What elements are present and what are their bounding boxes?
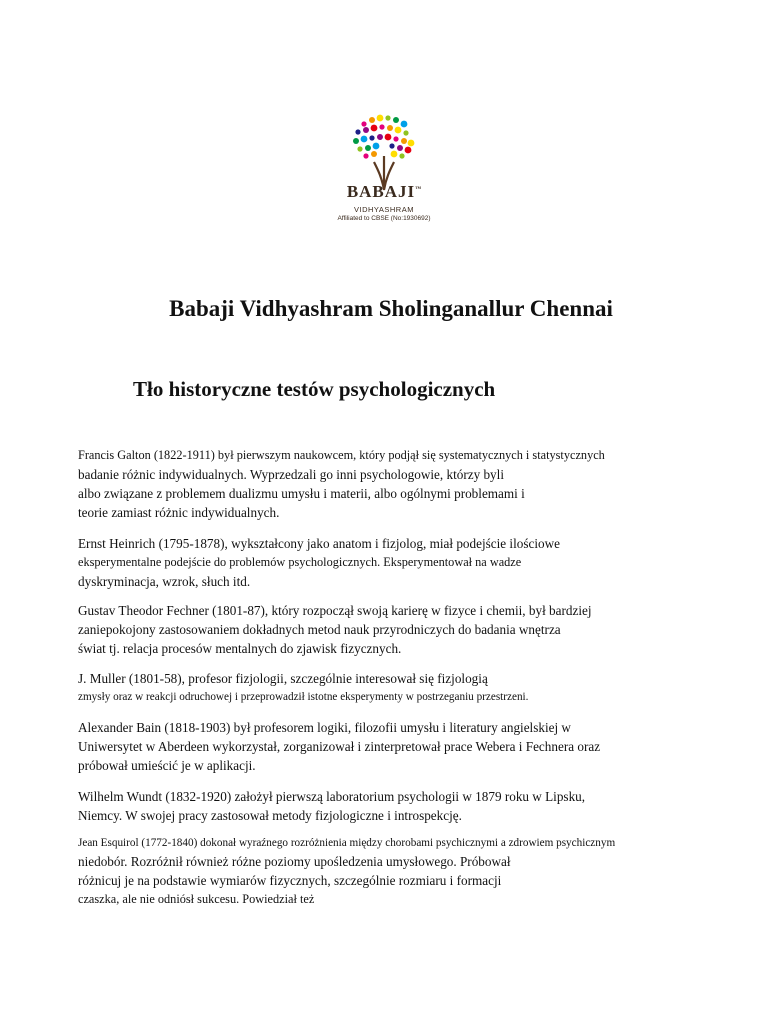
text-line: badanie różnic indywidualnych. Wyprzedzali go inni psychologowie, którzy byli [78, 467, 504, 482]
text-line: zmysły oraz w reakcji odruchowej i przeprowadził istotne eksperymenty w postrzeganiu przestrzeni. [78, 691, 529, 703]
logo-dot [391, 151, 398, 158]
logo-dot [361, 121, 366, 126]
logo-dot [379, 124, 384, 129]
logo-dot [365, 145, 371, 151]
school-title: Babaji Vidhyashram Sholinganallur Chennai [169, 296, 613, 321]
text-line: dyskryminacja, wzrok, słuch itd. [78, 574, 251, 589]
logo-dot [369, 117, 375, 123]
paragraph-heinrich [78, 534, 718, 591]
paragraph-galton [78, 446, 718, 522]
text-line: J. Muller (1801-58), profesor fizjologii, szczególnie interesował się fizjologią [78, 671, 488, 686]
paragraph-bain [78, 718, 718, 775]
logo-dot [395, 127, 402, 134]
text-line: niedobór. Rozróżnił również różne poziomy upośledzenia umysłowego. Próbował [78, 854, 511, 869]
logo-dot [389, 143, 394, 148]
logo-dot [385, 115, 390, 120]
text-line: Ernst Heinrich (1795-1878), wykształcony jako anatom i fizjolog, miał podejście ilościowe [78, 536, 560, 551]
logo-dot [397, 145, 403, 151]
paragraph-esquirol [78, 834, 718, 909]
logo-dot [387, 125, 393, 131]
logo-dot [399, 153, 404, 158]
logo-dot [377, 134, 383, 140]
text-line: Niemcy. W swojej pracy zastosował metody fizjologiczne i introspekcję. [78, 808, 462, 823]
text-line: Uniwersytet w Aberdeen wykorzystał, zorganizował i zinterpretował prace Webera i Fechnera oraz [78, 739, 601, 754]
text-line: Wilhelm Wundt (1832-1920) założył pierwszą laboratorium psychologii w 1879 roku w Lipsku, [78, 789, 586, 804]
text-line: eksperymentalne podejście do problemów psychologicznych. Eksperymentował na wadze [78, 555, 522, 569]
text-line: zaniepokojony zastosowaniem dokładnych metod nauk przyrodniczych do badania wnętrza [78, 622, 561, 637]
logo-dot [355, 129, 360, 134]
school-logo [318, 112, 450, 232]
logo-dot [363, 153, 368, 158]
brand-subtitle: VIDHYASHRAM [354, 205, 414, 214]
text-line: czaszka, ale nie odniósł sukcesu. Powiedział też [78, 892, 315, 906]
brand-name: BABAJI™ [346, 182, 422, 201]
logo-dot [369, 135, 374, 140]
logo-dot [408, 140, 415, 147]
text-line: świat tj. relacja procesów mentalnych do zjawisk fizycznych. [78, 641, 402, 656]
text-line: różnicuj je na podstawie wymiarów fizycznych, szczególnie rozmiaru i formacji [78, 873, 502, 888]
logo-dot [401, 121, 408, 128]
tree-logo-icon [318, 112, 450, 192]
brand-affiliation: Affiliated to CBSE (No:1930692) [337, 215, 431, 222]
paragraph-fechner [78, 601, 718, 658]
text-line: próbował umieścić je w aplikacji. [78, 758, 256, 773]
logo-dot [371, 151, 377, 157]
logo-dot [385, 134, 392, 141]
text-line: Alexander Bain (1818-1903) był profesorem logiki, filozofii umysłu i literatury angielskiej w [78, 720, 571, 735]
logo-dot [353, 138, 359, 144]
text-line: teorie zamiast różnic indywidualnych. [78, 505, 280, 520]
logo-dot [393, 117, 399, 123]
paragraph-muller [78, 669, 718, 706]
logo-dot [371, 125, 378, 132]
logo-dot [405, 147, 412, 154]
logo-dot [377, 115, 384, 122]
logo-dot [363, 127, 369, 133]
text-line: Francis Galton (1822-1911) był pierwszym naukowcem, który podjął się systematycznych i statystycznych [78, 448, 605, 462]
text-line: albo związane z problemem dualizmu umysłu i materii, albo ogólnymi problemami i [78, 486, 525, 501]
logo-dot [403, 130, 408, 135]
logo-dot [393, 136, 398, 141]
paragraph-wundt [78, 787, 718, 825]
logo-dot [373, 143, 380, 150]
page-title: Tło historyczne testów psychologicznych [133, 377, 496, 401]
logo-dot [361, 136, 368, 143]
text-line: Gustav Theodor Fechner (1801-87), który rozpoczął swoją karierę w fizyce i chemii, był bardziej [78, 603, 592, 618]
text-line: Jean Esquirol (1772-1840) dokonał wyraźnego rozróżnienia między chorobami psychicznymi a zdrowiem psychicznym [78, 837, 616, 849]
logo-dot [401, 138, 407, 144]
logo-dot [357, 146, 362, 151]
